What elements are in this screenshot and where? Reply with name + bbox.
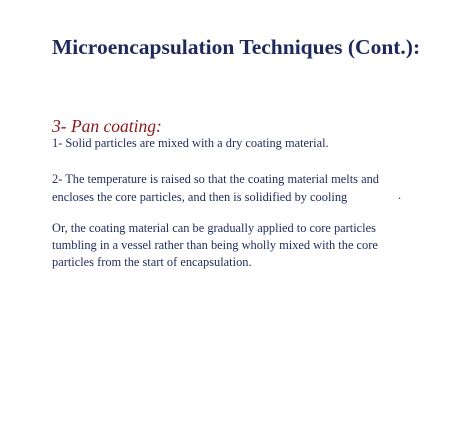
- body-paragraph: Or, the coating material can be gradually applied to core particles tumbling in a vessel rather than being wholly mixed with the core particles from the start of encapsulation.: [52, 221, 378, 269]
- trailing-period: .: [398, 188, 402, 202]
- list-item-2: 2- The temperature is raised so that the coating material melts and encloses the core particles, and then is solidified by cooling: [52, 172, 379, 204]
- section-heading: 3- Pan coating:: [52, 116, 162, 136]
- list-item-1: 1- Solid particles are mixed with a dry coating material.: [52, 136, 329, 150]
- slide-title: Microencapsulation Techniques (Cont.):: [52, 35, 421, 59]
